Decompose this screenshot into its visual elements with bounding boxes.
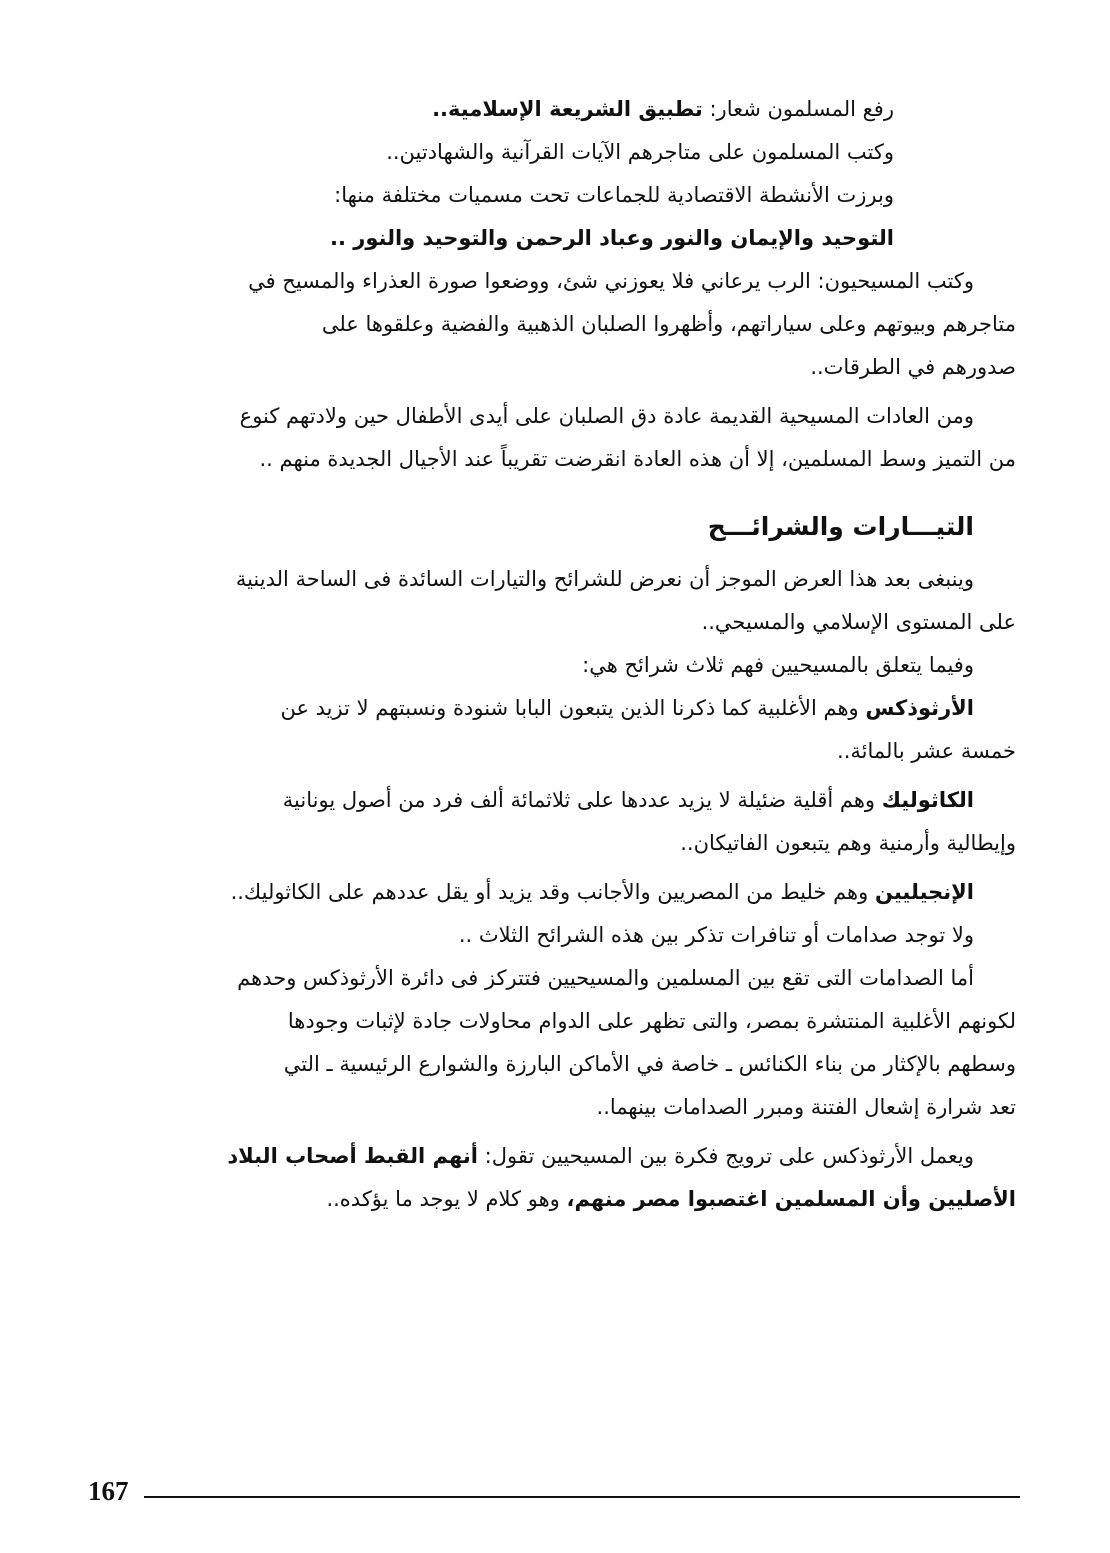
para6-line-2: لكونهم الأغلبية المنتشرة بمصر، والتى تظهر على الدوام محاولات جادة لإثبات وجودها [287, 1009, 1016, 1033]
para7-line-1 [82, 1139, 1016, 1173]
intro-line-3 [82, 178, 1016, 212]
paragraph-catholic [82, 783, 1016, 860]
paragraph-old-customs [82, 399, 1016, 476]
text-segment: ويعمل الأرثوذكس على ترويج فكرة بين المسيحيين تقول: [478, 1144, 974, 1168]
para7-line-2 [82, 1182, 1016, 1216]
paragraph-overview [82, 562, 1016, 639]
text-segment: وهو كلام لا يوجد ما يؤكده.. [326, 1187, 567, 1211]
paragraph-clashes [82, 961, 1016, 1124]
paragraph-christians-writing [82, 264, 1016, 384]
intro-line-2 [82, 135, 1016, 169]
para6-line-4: تعد شرارة إشعال الفتنة ومبرر الصدامات بينهما.. [596, 1095, 1016, 1119]
para5-line: ولا توجد صدامات أو تنافرات تذكر بين هذه الشرائح الثلاث .. [458, 923, 974, 947]
intro-line-1 [82, 92, 1016, 126]
section-heading: التيـــارات والشرائـــح [707, 512, 974, 541]
bold-text-segment: الأصليين وأن المسلمين اغتصبوا مصر منهم، [566, 1187, 1016, 1211]
bold-text-segment: تطبيق الشريعة الإسلامية.. [432, 97, 703, 121]
evangelical-line [82, 875, 1016, 909]
text-segment: وكتب المسلمون على متاجرهم الآيات القرآنية والشهادتين.. [386, 140, 894, 164]
para2-line-2: من التميز وسط المسلمين، إلا أن هذه العادة انقرضت تقريباً عند الأجيال الجديدة منهم .. [259, 447, 1016, 471]
text-segment: وبرزت الأنشطة الاقتصادية للجماعات تحت مسميات مختلفة منها: [334, 183, 894, 207]
para2-line-1: ومن العادات المسيحية القديمة عادة دق الصلبان على أيدى الأطفال حين ولادتهم كنوع [239, 404, 974, 428]
para6-line-1: أما الصدامات التى تقع بين المسلمين والمسيحيين فتتركز فى دائرة الأرثوذكس وحدهم [237, 966, 974, 990]
text-segment: وهم خليط من المصريين والأجانب وقد يزيد أو يقل عددهم على الكاثوليك.. [230, 880, 875, 904]
para3-line-1: وينبغى بعد هذا العرض الموجز أن نعرض للشرائح والتيارات السائدة فى الساحة الدينية [235, 567, 974, 591]
para1-line-1: وكتب المسيحيون: الرب يرعاني فلا يعوزني شئ، ووضعوا صورة العذراء والمسيح في [248, 269, 974, 293]
bold-text-segment: أنهم القبط أصحاب البلاد [227, 1144, 478, 1168]
para4-line: وفيما يتعلق بالمسيحيين فهم ثلاث شرائح هي: [582, 653, 974, 677]
catholic-line-1 [82, 783, 1016, 817]
orthodox-line-2: خمسة عشر بالمائة.. [837, 739, 1016, 763]
paragraph-copts-claim [82, 1139, 1016, 1216]
paragraph-orthodox [82, 691, 1016, 768]
intro-lines [82, 92, 1016, 255]
para3-line-2: على المستوى الإسلامي والمسيحي.. [701, 610, 1016, 634]
para6-line-3: وسطهم بالإكثار من بناء الكنائس ـ خاصة في الأماكن البارزة والشوارع الرئيسية ـ التي [283, 1052, 1016, 1076]
para1-line-2: متاجرهم وبيوتهم وعلى سياراتهم، وأظهروا الصلبان الذهبية والفضية وعلقوها على [321, 312, 1016, 336]
orthodox-line-1 [82, 691, 1016, 725]
page-number: 167 [88, 1476, 129, 1506]
bold-text-segment: التوحيد والإيمان والنور وعباد الرحمن والتوحيد والنور .. [330, 226, 894, 250]
text-segment: وهم الأغلبية كما ذكرنا الذين يتبعون البابا شنودة ونسبتهم لا تزيد عن [280, 696, 866, 720]
text-segment: رفع المسلمون شعار: [702, 97, 894, 121]
para1-line-3: صدورهم في الطرقات.. [810, 355, 1016, 379]
bold-term: الكاثوليك [881, 788, 974, 812]
footer-rule [144, 1496, 1020, 1498]
catholic-line-2: وإيطالية وأرمنية وهم يتبعون الفاتيكان.. [680, 831, 1016, 855]
bold-term: الأرثوذكس [865, 696, 974, 720]
page-footer [88, 1470, 1020, 1510]
intro-line-4 [82, 221, 1016, 255]
text-segment: وهم أقلية ضئيلة لا يزيد عددها على ثلاثمائة ألف فرد من أصول يونانية [282, 788, 882, 812]
bold-term: الإنجيليين [874, 880, 974, 904]
page-content [82, 92, 1016, 1225]
